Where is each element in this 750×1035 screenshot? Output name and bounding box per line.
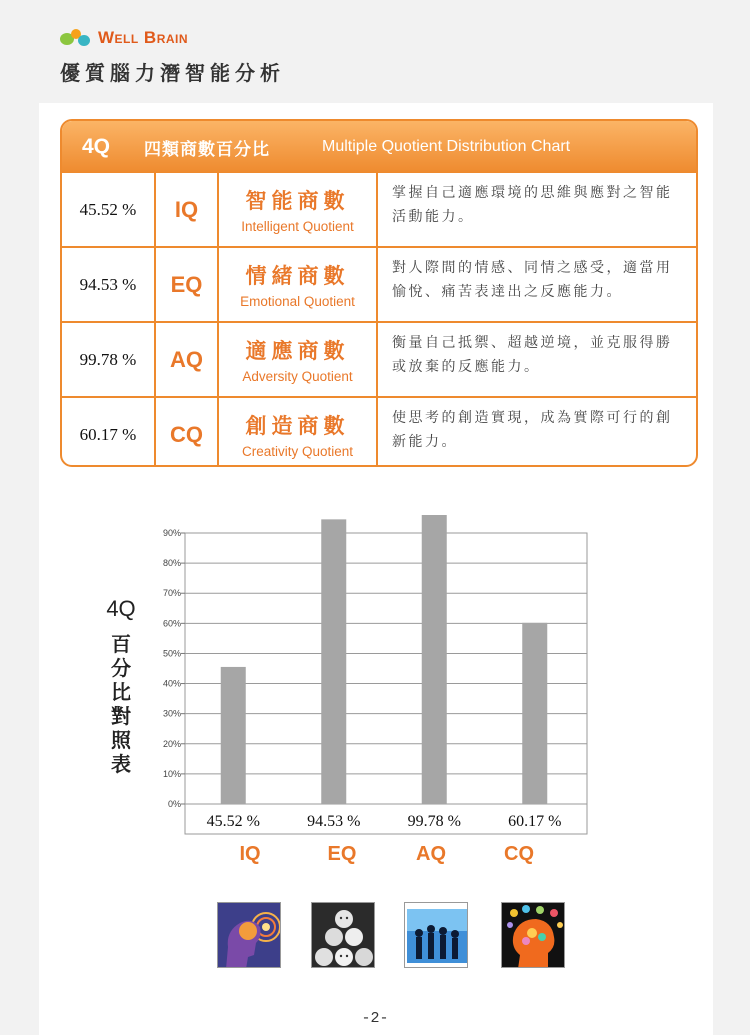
percent-cell: 60.17 %: [62, 398, 156, 467]
side-label-char: 比: [111, 680, 131, 704]
side-label-code: 4Q: [106, 596, 136, 621]
page-number: -2-: [361, 1010, 389, 1027]
y-tick-label: 50%: [162, 648, 181, 659]
bar-eq: [321, 519, 346, 804]
table-header-code: 4Q: [82, 135, 111, 158]
name-cell: [219, 398, 378, 467]
name-en: Intelligent Quotient: [241, 219, 354, 234]
iq-brain-icon: [217, 902, 281, 968]
code-cell: AQ: [156, 323, 219, 396]
code-cell: IQ: [156, 173, 219, 246]
percent-cell: 99.78 %: [62, 323, 156, 396]
desc-cell: 衡量自己抵禦、超越逆境，並克服得勝或放棄的反應能力。: [392, 335, 673, 375]
percentage-bar-chart: [150, 515, 600, 845]
desc-cell: 使思考的創造實現，成為實際可行的創新能力。: [392, 410, 673, 450]
category-label-eq: EQ: [327, 843, 357, 865]
quotient-table: [60, 119, 698, 467]
bar-aq: [422, 515, 447, 804]
category-label-cq: CQ: [504, 843, 534, 865]
side-label-char: 百: [111, 632, 131, 656]
bar-iq: [221, 667, 246, 804]
name-en: Creativity Quotient: [241, 444, 354, 459]
y-tick-label: 90%: [162, 528, 181, 538]
code-cell: EQ: [156, 248, 219, 321]
eq-faces-icon: [311, 902, 375, 968]
table-header-title-zh: 四類商數百分比: [144, 139, 270, 160]
y-tick-label: 70%: [162, 588, 181, 599]
y-tick-label: 20%: [162, 738, 181, 749]
bar-value-label: 45.52 %: [206, 813, 260, 830]
side-label-char: 對: [111, 704, 131, 728]
desc-cell: 掌握自己適應環境的思維與應對之智能活動能力。: [392, 185, 673, 225]
category-label-aq: AQ: [416, 843, 446, 865]
name-cell: [219, 173, 378, 246]
name-zh: 情緒商數: [245, 264, 350, 288]
table-row: [62, 321, 696, 396]
bar-value-label: 60.17 %: [508, 813, 562, 830]
table-row: [62, 246, 696, 321]
name-cell: [219, 323, 378, 396]
y-tick-label: 40%: [162, 678, 181, 689]
name-cell: [219, 248, 378, 321]
percent-cell: 94.53 %: [62, 248, 156, 321]
y-tick-label: 10%: [162, 768, 181, 779]
bar-value-label: 99.78 %: [407, 813, 461, 830]
cq-creative-head-icon: [501, 902, 565, 968]
code-cell: CQ: [156, 398, 219, 467]
bar-cq: [522, 623, 547, 804]
side-label-char: 分: [111, 656, 131, 680]
brand-logo: [60, 26, 188, 50]
brand-name: Well Brain: [98, 28, 189, 47]
logo-dots-icon: [60, 27, 94, 49]
name-zh: 適應商數: [245, 339, 350, 363]
side-label-text: [104, 632, 138, 776]
table-header-title-en: Multiple Quotient Distribution Chart: [322, 138, 571, 155]
aq-people-icon: [404, 902, 468, 968]
chart-side-label: [104, 596, 138, 776]
side-label-char: 照: [111, 728, 131, 752]
y-tick-label: 80%: [162, 558, 181, 569]
table-header: [62, 121, 696, 173]
y-tick-label: 0%: [167, 799, 181, 809]
y-tick-label: 30%: [162, 708, 181, 719]
category-label-iq: IQ: [239, 843, 261, 865]
name-en: Adversity Quotient: [242, 369, 353, 384]
name-en: Emotional Quotient: [240, 294, 355, 309]
name-zh: 智能商數: [245, 189, 350, 213]
bar-value-label: 94.53 %: [307, 813, 361, 830]
desc-cell: 對人際間的情感、同情之感受，適當用愉悅、痛苦表達出之反應能力。: [392, 260, 673, 300]
y-tick-label: 60%: [162, 618, 181, 629]
percent-cell: 45.52 %: [62, 173, 156, 246]
table-row: [62, 173, 696, 246]
side-label-char: 表: [111, 752, 131, 776]
table-row: [62, 396, 696, 467]
name-zh: 創造商數: [245, 414, 350, 438]
category-labels: [0, 843, 750, 869]
page-title: 優質腦力潛智能分析: [60, 61, 285, 85]
